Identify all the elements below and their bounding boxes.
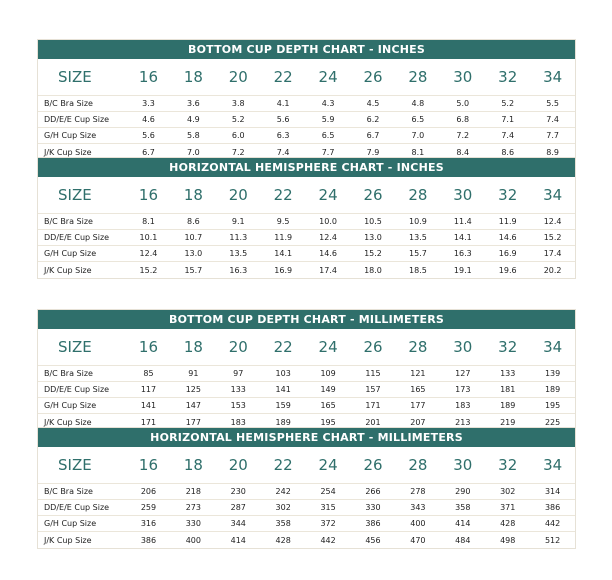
table-cell: 266	[365, 487, 381, 496]
table-cell: 171	[140, 417, 157, 427]
table-cell: 141	[275, 385, 291, 394]
table-cell: 442	[544, 519, 561, 528]
table-cell: 15.2	[139, 265, 158, 275]
table-cell: 442	[320, 535, 336, 545]
size-header-cell: 20	[228, 456, 248, 474]
table-cell: 17.4	[319, 265, 337, 275]
table-cell: 14.1	[274, 249, 293, 258]
table-cell: 125	[185, 385, 201, 394]
table-cell: 139	[544, 369, 561, 378]
table-cell: 6.8	[456, 115, 470, 124]
table-cell: 5.6	[142, 131, 155, 140]
table-cell: 371	[500, 503, 516, 512]
table-cell: 213	[455, 417, 471, 427]
size-header-cell: 26	[363, 68, 383, 86]
row-label: B/C Bra Size	[44, 369, 93, 378]
size-header-cell: 24	[318, 68, 338, 86]
horizontal-hemisphere-mm-table	[37, 427, 576, 549]
table-cell: 195	[320, 417, 336, 427]
table-cell: 372	[320, 519, 336, 528]
bottom-cup-depth-mm-table	[37, 309, 576, 431]
row-label: DD/E/E Cup Size	[44, 503, 110, 512]
table-cell: 7.2	[231, 147, 245, 157]
table-cell: 201	[365, 417, 381, 427]
table-row	[38, 366, 575, 382]
table-cell: 6.7	[142, 147, 155, 157]
size-header-cell: 30	[453, 338, 473, 356]
table-cell: 121	[410, 369, 426, 378]
size-header-cell: 26	[363, 338, 383, 356]
table-cell: 3.8	[231, 99, 245, 108]
table-cell: 358	[455, 503, 471, 512]
table-cell: 386	[544, 503, 561, 512]
size-header-row	[38, 59, 575, 96]
table-cell: 498	[500, 535, 516, 545]
table-cell: 7.2	[456, 131, 470, 140]
table-cell: 12.4	[139, 249, 158, 258]
table-cell: 414	[455, 519, 471, 528]
size-header-cell: 32	[498, 68, 518, 86]
horizontal-hemisphere-inches-table	[37, 157, 576, 279]
size-header-cell: 16	[138, 338, 158, 356]
table-row	[38, 214, 575, 230]
table-cell: 386	[365, 519, 381, 528]
size-header-label: SIZE	[58, 456, 92, 474]
table-cell: 6.2	[366, 115, 380, 124]
table-cell: 5.9	[321, 115, 335, 124]
table-cell: 400	[185, 535, 201, 545]
size-header-cell: 34	[543, 68, 563, 86]
size-header-cell: 32	[498, 186, 518, 204]
table-cell: 314	[544, 487, 561, 496]
table-cell: 18.5	[408, 265, 427, 275]
size-header-cell: 30	[453, 186, 473, 204]
table-cell: 8.9	[546, 147, 559, 157]
table-row	[38, 500, 575, 516]
size-header-cell: 30	[453, 68, 473, 86]
size-header-cell: 22	[273, 68, 293, 86]
table-cell: 10.1	[139, 233, 158, 242]
table-cell: 19.1	[453, 265, 472, 275]
table-cell: 254	[320, 487, 336, 496]
size-header-row	[38, 329, 575, 366]
table-cell: 12.4	[319, 233, 337, 242]
table-cell: 4.3	[321, 99, 335, 108]
table-cell: 9.1	[231, 217, 245, 226]
table-cell: 428	[500, 519, 516, 528]
row-label: G/H Cup Size	[44, 131, 97, 140]
size-header-cell: 16	[138, 68, 158, 86]
table-cell: 8.6	[186, 217, 200, 226]
table-row	[38, 96, 575, 112]
table-cell: 4.5	[366, 99, 380, 108]
row-label: G/H Cup Size	[44, 519, 97, 528]
table-cell: 195	[544, 401, 561, 410]
table-row	[38, 532, 575, 548]
table-cell: 115	[365, 369, 381, 378]
table-cell: 7.1	[501, 115, 515, 124]
table-cell: 7.0	[186, 147, 200, 157]
table-cell: 290	[455, 487, 471, 496]
table-cell: 7.4	[276, 147, 290, 157]
table-cell: 16.9	[274, 265, 293, 275]
table-cell: 109	[320, 369, 336, 378]
table-row	[38, 382, 575, 398]
table-row	[38, 128, 575, 144]
table-cell: 97	[233, 369, 244, 378]
table-cell: 225	[544, 417, 561, 427]
table-row	[38, 516, 575, 532]
size-header-cell: 20	[228, 68, 248, 86]
row-label: B/C Bra Size	[44, 487, 93, 496]
table-cell: 85	[143, 369, 154, 378]
row-label: DD/E/E Cup Size	[44, 115, 110, 124]
table-cell: 6.0	[231, 131, 245, 140]
size-header-cell: 16	[138, 186, 158, 204]
table-cell: 358	[275, 519, 291, 528]
table-cell: 428	[275, 535, 291, 545]
table-cell: 4.9	[186, 115, 200, 124]
table-title: HORIZONTAL HEMISPHERE CHART - MILLIMETERS	[38, 428, 575, 447]
table-cell: 15.7	[408, 249, 427, 258]
size-header-row	[38, 177, 575, 214]
size-header-cell: 18	[183, 338, 203, 356]
table-cell: 219	[500, 417, 516, 427]
table-cell: 11.3	[229, 233, 248, 242]
size-header-label: SIZE	[58, 186, 92, 204]
table-cell: 315	[320, 503, 336, 512]
row-label: B/C Bra Size	[44, 99, 93, 108]
table-cell: 189	[275, 417, 291, 427]
size-header-cell: 24	[318, 338, 338, 356]
size-header-label: SIZE	[58, 338, 92, 356]
table-cell: 159	[275, 401, 291, 410]
table-cell: 11.4	[453, 217, 472, 226]
table-cell: 153	[230, 401, 246, 410]
table-cell: 13.5	[408, 233, 427, 242]
size-header-cell: 30	[453, 456, 473, 474]
table-cell: 10.5	[364, 217, 382, 226]
size-header-cell: 22	[273, 186, 293, 204]
row-label: G/H Cup Size	[44, 401, 97, 410]
table-cell: 7.9	[366, 147, 380, 157]
table-cell: 9.5	[276, 217, 290, 226]
size-header-cell: 20	[228, 338, 248, 356]
table-cell: 7.4	[546, 115, 559, 124]
size-header-cell: 16	[138, 456, 158, 474]
bottom-cup-depth-inches-table	[37, 39, 576, 161]
row-label: J/K Cup Size	[44, 535, 92, 545]
table-cell: 15.7	[184, 265, 203, 275]
row-label: DD/E/E Cup Size	[44, 233, 110, 242]
table-cell: 133	[230, 385, 246, 394]
table-cell: 278	[410, 487, 426, 496]
table-cell: 218	[185, 487, 201, 496]
table-cell: 3.6	[186, 99, 200, 108]
size-header-cell: 28	[408, 338, 428, 356]
table-row	[38, 112, 575, 128]
table-cell: 13.5	[229, 249, 248, 258]
table-cell: 103	[275, 369, 291, 378]
table-cell: 16.3	[453, 249, 472, 258]
table-cell: 149	[320, 385, 336, 394]
table-cell: 18.0	[364, 265, 382, 275]
row-label: B/C Bra Size	[44, 217, 93, 226]
table-cell: 171	[365, 401, 381, 410]
table-title: BOTTOM CUP DEPTH CHART - MILLIMETERS	[38, 310, 575, 329]
table-cell: 7.7	[546, 131, 559, 140]
table-cell: 5.0	[456, 99, 470, 108]
size-header-cell: 34	[543, 186, 563, 204]
table-cell: 141	[140, 401, 157, 410]
size-header-cell: 22	[273, 338, 293, 356]
table-cell: 10.7	[184, 233, 203, 242]
table-cell: 12.4	[543, 217, 562, 226]
table-cell: 287	[230, 503, 246, 512]
table-cell: 11.9	[498, 217, 517, 226]
table-cell: 414	[230, 535, 246, 545]
table-cell: 173	[455, 385, 471, 394]
size-header-cell: 18	[183, 68, 203, 86]
table-cell: 19.6	[498, 265, 517, 275]
table-cell: 7.7	[321, 147, 335, 157]
table-cell: 177	[185, 417, 201, 427]
table-cell: 117	[140, 385, 157, 394]
table-cell: 177	[410, 401, 426, 410]
table-cell: 206	[140, 487, 157, 496]
table-cell: 183	[455, 401, 471, 410]
table-cell: 5.2	[501, 99, 515, 108]
table-cell: 302	[275, 503, 291, 512]
table-cell: 4.8	[411, 99, 425, 108]
size-header-cell: 26	[363, 186, 383, 204]
table-cell: 343	[410, 503, 426, 512]
table-cell: 10.9	[408, 217, 427, 226]
table-cell: 181	[500, 385, 516, 394]
table-cell: 6.5	[411, 115, 425, 124]
table-cell: 5.2	[231, 115, 245, 124]
table-cell: 15.2	[364, 249, 382, 258]
table-cell: 273	[185, 503, 201, 512]
table-cell: 207	[410, 417, 426, 427]
table-cell: 147	[185, 401, 201, 410]
table-title: BOTTOM CUP DEPTH CHART - INCHES	[38, 40, 575, 59]
table-cell: 400	[410, 519, 426, 528]
table-cell: 16.9	[498, 249, 517, 258]
table-cell: 6.5	[321, 131, 335, 140]
size-header-cell: 24	[318, 456, 338, 474]
table-cell: 189	[500, 401, 516, 410]
size-header-cell: 22	[273, 456, 293, 474]
table-cell: 11.9	[274, 233, 293, 242]
size-header-cell: 18	[183, 456, 203, 474]
size-header-cell: 20	[228, 186, 248, 204]
table-cell: 230	[230, 487, 246, 496]
row-label: DD/E/E Cup Size	[44, 385, 110, 394]
table-cell: 5.6	[276, 115, 290, 124]
table-cell: 8.1	[411, 147, 425, 157]
table-cell: 5.5	[546, 99, 559, 108]
table-cell: 344	[230, 519, 246, 528]
table-cell: 456	[365, 535, 381, 545]
size-header-cell: 28	[408, 68, 428, 86]
table-cell: 4.6	[142, 115, 155, 124]
table-cell: 8.4	[456, 147, 470, 157]
table-row	[38, 262, 575, 278]
table-row	[38, 398, 575, 414]
table-cell: 330	[185, 519, 201, 528]
table-row	[38, 230, 575, 246]
row-label: J/K Cup Size	[44, 265, 92, 275]
table-cell: 316	[140, 519, 157, 528]
table-row	[38, 246, 575, 262]
size-header-cell: 28	[408, 456, 428, 474]
table-cell: 3.3	[142, 99, 155, 108]
table-cell: 14.1	[453, 233, 472, 242]
size-header-cell: 32	[498, 456, 518, 474]
table-row	[38, 484, 575, 500]
table-cell: 13.0	[364, 233, 382, 242]
table-cell: 8.1	[142, 217, 155, 226]
table-cell: 6.7	[366, 131, 380, 140]
size-header-cell: 18	[183, 186, 203, 204]
table-cell: 6.3	[276, 131, 290, 140]
table-cell: 7.4	[501, 131, 515, 140]
table-cell: 10.0	[319, 217, 337, 226]
table-cell: 14.6	[498, 233, 517, 242]
table-cell: 91	[188, 369, 199, 378]
table-cell: 189	[544, 385, 561, 394]
table-cell: 165	[410, 385, 426, 394]
size-header-cell: 34	[543, 338, 563, 356]
table-cell: 330	[365, 503, 381, 512]
row-label: J/K Cup Size	[44, 417, 92, 427]
table-cell: 8.6	[501, 147, 515, 157]
row-label: J/K Cup Size	[44, 147, 92, 157]
table-cell: 127	[455, 369, 471, 378]
table-cell: 20.2	[543, 265, 562, 275]
table-cell: 5.8	[186, 131, 200, 140]
table-cell: 512	[544, 535, 561, 545]
table-cell: 183	[230, 417, 246, 427]
size-header-label: SIZE	[58, 68, 92, 86]
table-cell: 259	[140, 503, 157, 512]
table-cell: 4.1	[276, 99, 290, 108]
size-header-cell: 26	[363, 456, 383, 474]
size-header-row	[38, 447, 575, 484]
size-header-cell: 28	[408, 186, 428, 204]
table-title: HORIZONTAL HEMISPHERE CHART - INCHES	[38, 158, 575, 177]
size-header-cell: 34	[543, 456, 563, 474]
row-label: G/H Cup Size	[44, 249, 97, 258]
size-header-cell: 32	[498, 338, 518, 356]
table-cell: 13.0	[184, 249, 203, 258]
table-cell: 242	[275, 487, 291, 496]
table-cell: 484	[455, 535, 471, 545]
size-header-cell: 24	[318, 186, 338, 204]
table-cell: 157	[365, 385, 381, 394]
table-cell: 7.0	[411, 131, 425, 140]
table-cell: 302	[500, 487, 516, 496]
table-cell: 16.3	[229, 265, 248, 275]
table-cell: 14.6	[319, 249, 337, 258]
table-cell: 17.4	[543, 249, 562, 258]
table-cell: 470	[410, 535, 426, 545]
table-cell: 386	[140, 535, 157, 545]
table-cell: 15.2	[543, 233, 562, 242]
table-cell: 133	[500, 369, 516, 378]
table-cell: 165	[320, 401, 336, 410]
